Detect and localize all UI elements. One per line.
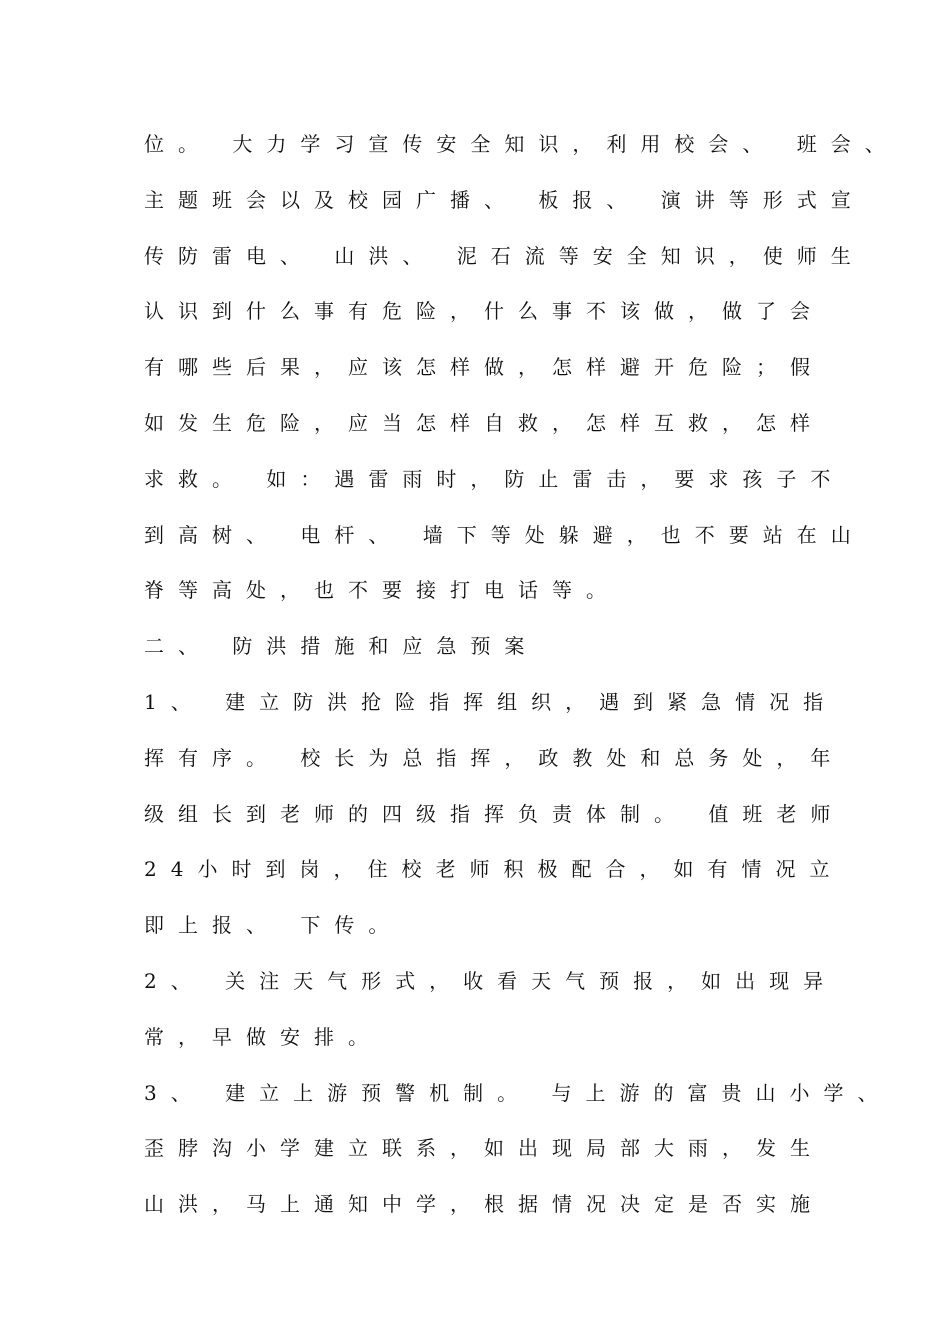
text-line-8: 到高树、 电杆、 墙下等处躲避，也不要站在山 bbox=[144, 522, 865, 547]
text-line-17: 常，早做安排。 bbox=[144, 1024, 382, 1049]
text-line-11: 1、 建立防洪抢险指挥组织，遇到紧急情况指 bbox=[144, 689, 838, 714]
text-line-9: 脊等高处，也不要接打电话等。 bbox=[144, 578, 620, 603]
text-line-20: 山洪，马上通知中学，根据情况决定是否实施 bbox=[144, 1192, 824, 1217]
text-line-15: 即上报、 下传。 bbox=[144, 913, 403, 938]
text-line-16: 2、 关注天气形式，收看天气预报，如出现异 bbox=[144, 968, 838, 993]
section-heading: 二、 防洪措施和应急预案 bbox=[144, 634, 539, 659]
text-line-1: 位。 大力学习宣传安全知识，利用校会、 班会、 bbox=[144, 132, 899, 156]
body-text bbox=[144, 117, 899, 1233]
text-line-13: 级组长到老师的四级指挥负责体制。 值班老师 bbox=[144, 801, 845, 826]
text-line-6: 如发生危险，应当怎样自救，怎样互救，怎样 bbox=[144, 410, 824, 435]
text-line-14: 24小时到岗，住校老师积极配合，如有情况立 bbox=[144, 857, 844, 882]
text-line-4: 认识到什么事有危险，什么事不该做，做了会 bbox=[144, 299, 824, 324]
text-line-7: 求救。 如：遇雷雨时，防止雷击，要求孩子不 bbox=[144, 466, 845, 491]
text-line-3: 传防雷电、 山洪、 泥石流等安全知识，使师生 bbox=[144, 243, 865, 268]
text-line-2: 主题班会以及校园广播、 板报、 演讲等形式宣 bbox=[144, 187, 865, 212]
text-line-18: 3、 建立上游预警机制。 与上游的富贵山小学、 bbox=[144, 1080, 892, 1105]
text-line-12: 挥有序。 校长为总指挥，政教处和总务处，年 bbox=[144, 745, 845, 770]
text-line-5: 有哪些后果，应该怎样做，怎样避开危险；假 bbox=[144, 355, 824, 380]
text-line-19: 歪脖沟小学建立联系，如出现局部大雨，发生 bbox=[144, 1136, 824, 1161]
